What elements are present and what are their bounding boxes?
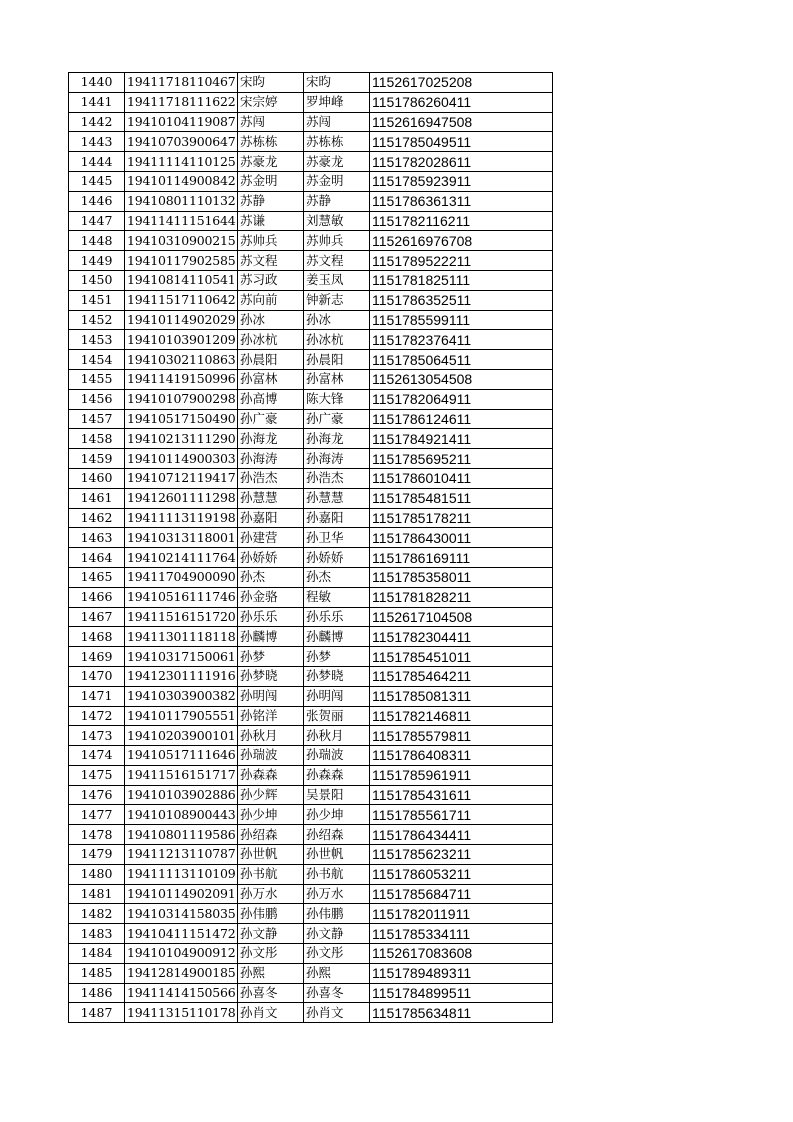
seq-cell: 1446 [69,191,125,211]
name-cell: 孙金骆 [238,587,304,607]
seq-cell: 1458 [69,429,125,449]
seq-cell: 1453 [69,330,125,350]
account-number-cell: 1151789522211 [370,251,553,271]
payee-cell: 罗坤峰 [304,92,370,112]
payee-cell: 孙嘉阳 [304,508,370,528]
payee-cell: 苏栋栋 [304,132,370,152]
name-cell: 孙明闯 [238,686,304,706]
table-row [69,607,553,627]
table-row [69,290,553,310]
payee-cell: 程敏 [304,587,370,607]
account-number-cell: 1151785334111 [370,924,553,944]
payee-cell: 张贺丽 [304,706,370,726]
name-cell: 宋宗婷 [238,92,304,112]
payee-cell: 孙喜冬 [304,983,370,1003]
seq-cell: 1452 [69,310,125,330]
account-number-cell: 1151785358011 [370,567,553,587]
account-number-cell: 1152617083608 [370,944,553,964]
table-row [69,746,553,766]
name-cell: 孙乐乐 [238,607,304,627]
payee-cell: 孙晨阳 [304,350,370,370]
seq-cell: 1451 [69,290,125,310]
table-row [69,548,553,568]
seq-cell: 1454 [69,350,125,370]
account-number-cell: 1151786361311 [370,191,553,211]
table-row [69,785,553,805]
account-number-cell: 1151785451011 [370,647,553,667]
payee-cell: 孙海涛 [304,449,370,469]
id-number-cell: 19410203900101 [125,726,238,746]
table-row [69,508,553,528]
name-cell: 孙绍森 [238,825,304,845]
payee-cell: 孙广豪 [304,409,370,429]
seq-cell: 1460 [69,468,125,488]
account-number-cell: 1151786053211 [370,864,553,884]
table-row [69,171,553,191]
table-row [69,884,553,904]
name-cell: 孙晨阳 [238,350,304,370]
name-cell: 孙建营 [238,528,304,548]
id-number-cell: 19410814110541 [125,270,238,290]
name-cell: 孙铭洋 [238,706,304,726]
account-number-cell: 1151784899511 [370,983,553,1003]
account-number-cell: 1151785695211 [370,449,553,469]
id-number-cell: 19411213110787 [125,845,238,865]
id-number-cell: 19410104900912 [125,944,238,964]
data-table [68,72,553,1023]
seq-cell: 1444 [69,152,125,172]
table-row [69,369,553,389]
account-number-cell: 1151785178211 [370,508,553,528]
id-number-cell: 19410310900215 [125,231,238,251]
payee-cell: 苏闯 [304,112,370,132]
seq-cell: 1472 [69,706,125,726]
id-number-cell: 19410801110132 [125,191,238,211]
name-cell: 孙麟博 [238,627,304,647]
seq-cell: 1461 [69,488,125,508]
payee-cell: 孙森森 [304,765,370,785]
seq-cell: 1487 [69,1003,125,1023]
id-number-cell: 19410313118001 [125,528,238,548]
name-cell: 苏文程 [238,251,304,271]
account-number-cell: 1151782064911 [370,389,553,409]
seq-cell: 1480 [69,864,125,884]
account-number-cell: 1152616947508 [370,112,553,132]
account-number-cell: 1151782146811 [370,706,553,726]
seq-cell: 1464 [69,548,125,568]
id-number-cell: 19410214111764 [125,548,238,568]
name-cell: 孙冰 [238,310,304,330]
seq-cell: 1449 [69,251,125,271]
account-number-cell: 1151786124611 [370,409,553,429]
name-cell: 苏静 [238,191,304,211]
id-number-cell: 19410114900842 [125,171,238,191]
seq-cell: 1450 [69,270,125,290]
account-number-cell: 1151782376411 [370,330,553,350]
id-number-cell: 19410108900443 [125,805,238,825]
payee-cell: 吴景阳 [304,785,370,805]
table-row [69,666,553,686]
seq-cell: 1477 [69,805,125,825]
name-cell: 孙少坤 [238,805,304,825]
payee-cell: 陈大锋 [304,389,370,409]
seq-cell: 1455 [69,369,125,389]
id-number-cell: 19410114902091 [125,884,238,904]
table-row [69,132,553,152]
seq-cell: 1445 [69,171,125,191]
seq-cell: 1481 [69,884,125,904]
seq-cell: 1459 [69,449,125,469]
table-row [69,647,553,667]
name-cell: 苏闯 [238,112,304,132]
id-number-cell: 19410712119417 [125,468,238,488]
name-cell: 孙万水 [238,884,304,904]
id-number-cell: 19410517111646 [125,746,238,766]
table-row [69,152,553,172]
seq-cell: 1471 [69,686,125,706]
name-cell: 孙文彤 [238,944,304,964]
table-row [69,567,553,587]
name-cell: 孙书航 [238,864,304,884]
payee-cell: 宋昀 [304,73,370,93]
name-cell: 孙少辉 [238,785,304,805]
id-number-cell: 19411414150566 [125,983,238,1003]
account-number-cell: 1151785064511 [370,350,553,370]
name-cell: 苏向前 [238,290,304,310]
name-cell: 孙世帆 [238,845,304,865]
account-number-cell: 1151782304411 [370,627,553,647]
seq-cell: 1465 [69,567,125,587]
id-number-cell: 19410703900647 [125,132,238,152]
seq-cell: 1441 [69,92,125,112]
table-row [69,429,553,449]
account-number-cell: 1151786408311 [370,746,553,766]
seq-cell: 1469 [69,647,125,667]
name-cell: 苏帅兵 [238,231,304,251]
payee-cell: 孙明闯 [304,686,370,706]
payee-cell: 苏静 [304,191,370,211]
name-cell: 孙森森 [238,765,304,785]
account-number-cell: 1151785634811 [370,1003,553,1023]
id-number-cell: 19410317150061 [125,647,238,667]
table-row [69,765,553,785]
payee-cell: 孙冰杭 [304,330,370,350]
payee-cell: 孙慧慧 [304,488,370,508]
id-number-cell: 19410103902886 [125,785,238,805]
id-number-cell: 19410117905551 [125,706,238,726]
id-number-cell: 19410104119087 [125,112,238,132]
account-number-cell: 1151785481511 [370,488,553,508]
seq-cell: 1478 [69,825,125,845]
table-row [69,409,553,429]
id-number-cell: 19410411151472 [125,924,238,944]
seq-cell: 1456 [69,389,125,409]
id-number-cell: 19412814900185 [125,963,238,983]
seq-cell: 1463 [69,528,125,548]
table-row [69,330,553,350]
payee-cell: 钟新志 [304,290,370,310]
name-cell: 孙文静 [238,924,304,944]
name-cell: 孙肖文 [238,1003,304,1023]
id-number-cell: 19411301118118 [125,627,238,647]
table-row [69,73,553,93]
account-number-cell: 1151785431611 [370,785,553,805]
id-number-cell: 19410114900303 [125,449,238,469]
seq-cell: 1482 [69,904,125,924]
payee-cell: 孙熙 [304,963,370,983]
name-cell: 孙慧慧 [238,488,304,508]
seq-cell: 1475 [69,765,125,785]
id-number-cell: 19411704900090 [125,567,238,587]
name-cell: 孙梦晓 [238,666,304,686]
id-number-cell: 19410213111290 [125,429,238,449]
id-number-cell: 19412301111916 [125,666,238,686]
account-number-cell: 1151785049511 [370,132,553,152]
id-number-cell: 19410516111746 [125,587,238,607]
table-row [69,944,553,964]
payee-cell: 孙绍森 [304,825,370,845]
payee-cell: 孙卫华 [304,528,370,548]
id-number-cell: 19411718110467 [125,73,238,93]
account-number-cell: 1151785684711 [370,884,553,904]
seq-cell: 1479 [69,845,125,865]
seq-cell: 1467 [69,607,125,627]
id-number-cell: 19410314158035 [125,904,238,924]
account-number-cell: 1151786260411 [370,92,553,112]
payee-cell: 孙梦 [304,647,370,667]
id-number-cell: 19410117902585 [125,251,238,271]
id-number-cell: 19411419150996 [125,369,238,389]
name-cell: 孙梦 [238,647,304,667]
account-number-cell: 1151785464211 [370,666,553,686]
table-row [69,92,553,112]
id-number-cell: 19411315110178 [125,1003,238,1023]
payee-cell: 孙文彤 [304,944,370,964]
payee-cell: 苏帅兵 [304,231,370,251]
seq-cell: 1440 [69,73,125,93]
payee-cell: 孙冰 [304,310,370,330]
table-row [69,726,553,746]
payee-cell: 苏金明 [304,171,370,191]
name-cell: 孙广豪 [238,409,304,429]
id-number-cell: 19410114902029 [125,310,238,330]
payee-cell: 苏文程 [304,251,370,271]
table-row [69,270,553,290]
payee-cell: 孙梦晓 [304,666,370,686]
name-cell: 苏谦 [238,211,304,231]
account-number-cell: 1152617025208 [370,73,553,93]
payee-cell: 孙肖文 [304,1003,370,1023]
table-row [69,983,553,1003]
payee-cell: 刘慧敏 [304,211,370,231]
id-number-cell: 19411113110109 [125,864,238,884]
payee-cell: 孙富林 [304,369,370,389]
account-number-cell: 1151786430011 [370,528,553,548]
table-row [69,211,553,231]
seq-cell: 1466 [69,587,125,607]
seq-cell: 1476 [69,785,125,805]
name-cell: 苏豪龙 [238,152,304,172]
account-number-cell: 1151785579811 [370,726,553,746]
account-number-cell: 1151782011911 [370,904,553,924]
table-row [69,251,553,271]
seq-cell: 1483 [69,924,125,944]
table-row [69,706,553,726]
name-cell: 孙富林 [238,369,304,389]
name-cell: 孙熙 [238,963,304,983]
name-cell: 苏栋栋 [238,132,304,152]
id-number-cell: 19411411151644 [125,211,238,231]
name-cell: 孙浩杰 [238,468,304,488]
payee-cell: 孙娇娇 [304,548,370,568]
table-row [69,488,553,508]
payee-cell: 孙文静 [304,924,370,944]
table-row [69,904,553,924]
table-row [69,825,553,845]
seq-cell: 1484 [69,944,125,964]
payee-cell: 苏豪龙 [304,152,370,172]
seq-cell: 1474 [69,746,125,766]
payee-cell: 孙万水 [304,884,370,904]
account-number-cell: 1151786352511 [370,290,553,310]
id-number-cell: 19411718111622 [125,92,238,112]
name-cell: 孙冰杭 [238,330,304,350]
table-row [69,112,553,132]
account-number-cell: 1151786010411 [370,468,553,488]
table-row [69,924,553,944]
account-number-cell: 1151785081311 [370,686,553,706]
payee-cell: 孙瑞波 [304,746,370,766]
payee-cell: 孙伟鹏 [304,904,370,924]
name-cell: 宋昀 [238,73,304,93]
id-number-cell: 19411517110642 [125,290,238,310]
table-row [69,845,553,865]
id-number-cell: 19410302110863 [125,350,238,370]
name-cell: 孙瑞波 [238,746,304,766]
seq-cell: 1470 [69,666,125,686]
name-cell: 孙杰 [238,567,304,587]
table-row [69,350,553,370]
seq-cell: 1448 [69,231,125,251]
id-number-cell: 19411516151720 [125,607,238,627]
table-row [69,627,553,647]
account-number-cell: 1152613054508 [370,369,553,389]
name-cell: 孙海涛 [238,449,304,469]
seq-cell: 1473 [69,726,125,746]
account-number-cell: 1151785623211 [370,845,553,865]
name-cell: 孙娇娇 [238,548,304,568]
seq-cell: 1457 [69,409,125,429]
id-number-cell: 19410517150490 [125,409,238,429]
payee-cell: 孙浩杰 [304,468,370,488]
id-number-cell: 19410801119586 [125,825,238,845]
table-row [69,805,553,825]
name-cell: 孙伟鹏 [238,904,304,924]
name-cell: 苏金明 [238,171,304,191]
table-row [69,864,553,884]
account-number-cell: 1151782028611 [370,152,553,172]
table-row [69,191,553,211]
account-number-cell: 1151781825111 [370,270,553,290]
seq-cell: 1447 [69,211,125,231]
table-row [69,310,553,330]
spreadsheet-page [68,72,553,1023]
table-row [69,528,553,548]
seq-cell: 1468 [69,627,125,647]
name-cell: 孙秋月 [238,726,304,746]
seq-cell: 1485 [69,963,125,983]
id-number-cell: 19410107900298 [125,389,238,409]
name-cell: 孙高博 [238,389,304,409]
table-row [69,231,553,251]
account-number-cell: 1151789489311 [370,963,553,983]
payee-cell: 孙乐乐 [304,607,370,627]
payee-cell: 孙海龙 [304,429,370,449]
seq-cell: 1442 [69,112,125,132]
id-number-cell: 19410303900382 [125,686,238,706]
payee-cell: 孙麟博 [304,627,370,647]
account-number-cell: 1151786169111 [370,548,553,568]
account-number-cell: 1151781828211 [370,587,553,607]
account-number-cell: 1151786434411 [370,825,553,845]
name-cell: 孙海龙 [238,429,304,449]
account-number-cell: 1151784921411 [370,429,553,449]
table-row [69,963,553,983]
account-number-cell: 1151785561711 [370,805,553,825]
account-number-cell: 1151785923911 [370,171,553,191]
table-row [69,686,553,706]
table-row [69,468,553,488]
account-number-cell: 1152617104508 [370,607,553,627]
id-number-cell: 19410103901209 [125,330,238,350]
account-number-cell: 1151782116211 [370,211,553,231]
table-row [69,449,553,469]
seq-cell: 1462 [69,508,125,528]
payee-cell: 孙世帆 [304,845,370,865]
table-row [69,389,553,409]
id-number-cell: 19411114110125 [125,152,238,172]
table-row [69,587,553,607]
payee-cell: 孙杰 [304,567,370,587]
payee-cell: 孙秋月 [304,726,370,746]
table-body [69,73,553,1023]
account-number-cell: 1151785961911 [370,765,553,785]
id-number-cell: 19411516151717 [125,765,238,785]
name-cell: 孙喜冬 [238,983,304,1003]
payee-cell: 姜玉凤 [304,270,370,290]
table-row [69,1003,553,1023]
seq-cell: 1486 [69,983,125,1003]
account-number-cell: 1151785599111 [370,310,553,330]
id-number-cell: 19411113119198 [125,508,238,528]
payee-cell: 孙少坤 [304,805,370,825]
id-number-cell: 19412601111298 [125,488,238,508]
account-number-cell: 1152616976708 [370,231,553,251]
name-cell: 苏习政 [238,270,304,290]
seq-cell: 1443 [69,132,125,152]
payee-cell: 孙书航 [304,864,370,884]
name-cell: 孙嘉阳 [238,508,304,528]
